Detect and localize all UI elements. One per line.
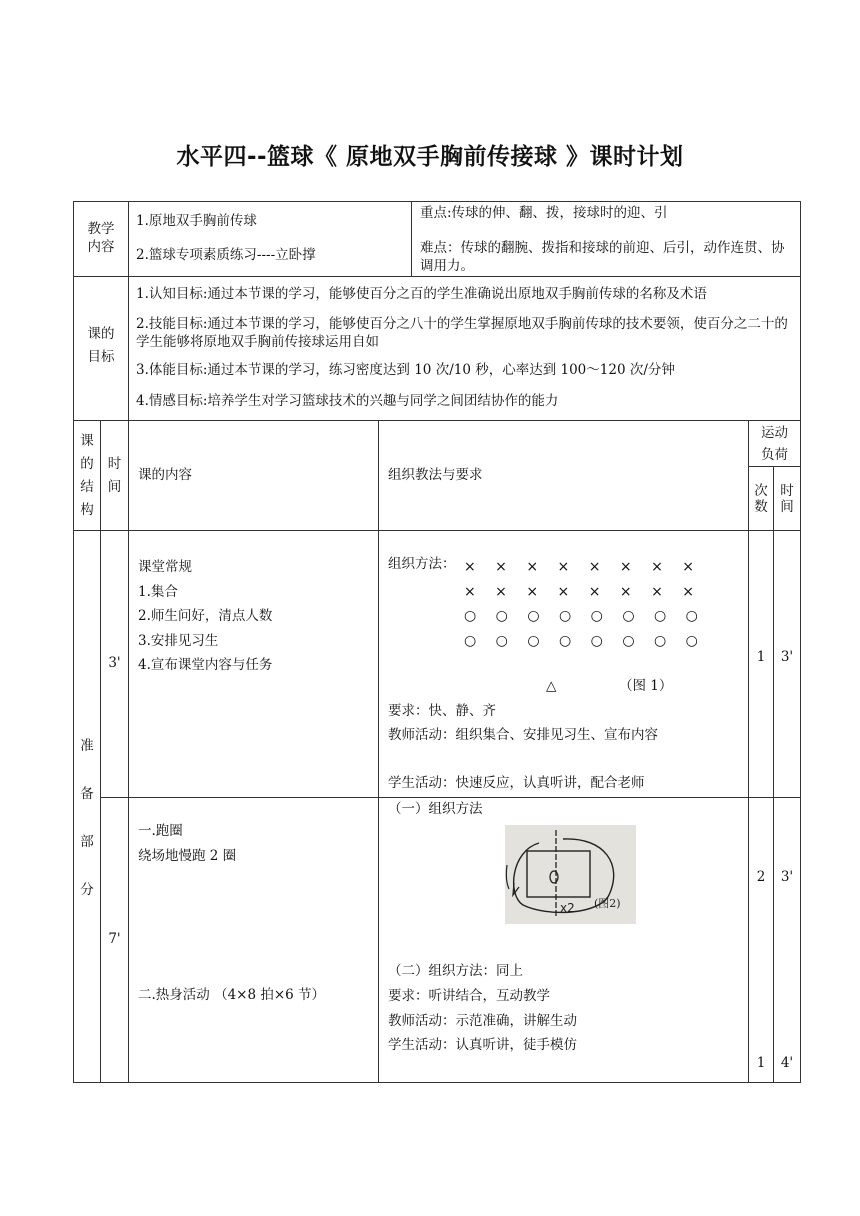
key-points: 重点:传球的伸、翻、拨，接球时的迎、引 <box>420 205 668 221</box>
run-desc: 绕场地慢跑 2 圈 <box>138 848 237 864</box>
row2-student-activity: 学生活动：认真听讲，徒手模仿 <box>388 1037 577 1053</box>
running-route-sketch <box>505 825 636 924</box>
goals-label: 课的目标 <box>87 326 115 365</box>
page-title: 水平四--篮球《 原地双手胸前传接球 》课时计划 <box>176 144 684 170</box>
header-count: 次 数 <box>754 483 768 515</box>
svg-text:x2: x2 <box>560 901 575 915</box>
figure1-label: （图 1） <box>619 678 673 694</box>
row2-duration-2: 4' <box>780 1055 794 1071</box>
row2-teacher-activity: 教师活动：示范准确，讲解生动 <box>388 1013 577 1029</box>
goal-4: 4.情感目标:培养学生对学习篮球技术的兴趣与同学之间团结协作的能力 <box>136 393 559 409</box>
svg-text:(图2): (图2) <box>594 897 621 910</box>
goal-3: 3.体能目标:通过本节课的学习，练习密度达到 10 次/10 秒，心率达到 100～120 次/分钟 <box>136 362 675 378</box>
row2-org1: （一）组织方法 <box>388 801 483 817</box>
row1-teacher-activity: 教师活动：组织集合、安排见习生、宣布内容 <box>388 727 658 743</box>
row2-count-2: 1 <box>756 1055 766 1071</box>
row1-count: 1 <box>756 649 766 665</box>
content-item-1: 1.原地双手胸前传球 <box>136 213 257 229</box>
row2-org2: （二）组织方法：同上 <box>388 963 523 979</box>
row2-duration-1: 3' <box>780 869 794 885</box>
row1-formation: × × × × × × × × × × × × × × × × ○ ○ ○ ○ ○ ○ ○ ○ ○ ○ ○ ○ ○ ○ ○ ○ <box>464 559 706 649</box>
row1-student-activity: 学生活动：快速反应，认真听讲，配合老师 <box>388 775 645 791</box>
header-organization: 组织教法与要求 <box>388 467 483 483</box>
content-item-2: 2.篮球专项素质练习----立卧撑 <box>136 247 316 263</box>
row1-content: 课堂常规 1.集合 2.师生问好，清点人数 3.安排见习生 4.宣布课堂内容与任务 <box>138 559 273 673</box>
header-structure: 课 的 结 构 <box>80 433 94 518</box>
header-lesson-content: 课的内容 <box>138 467 192 483</box>
row1-time: 3' <box>108 655 121 671</box>
row2-count-1: 2 <box>756 869 766 885</box>
track-sketch-icon <box>505 825 636 924</box>
row2-time: 7' <box>108 931 121 947</box>
goal-2: 2.技能目标:通过本节课的学习，能够使百分之八十的学生掌握原地双手胸前传球的技术要领，使百分之二十的学生能够将原地双手胸前传接球运用自如 <box>136 316 788 350</box>
header-time: 时 间 <box>107 456 122 495</box>
header-duration: 时 间 <box>780 483 794 515</box>
teacher-triangle-icon: △ <box>546 678 557 694</box>
section-label: 准 备 部 分 <box>80 738 94 898</box>
run-title: 一.跑圈 <box>138 823 183 839</box>
header-load: 运动负荷 <box>761 425 788 463</box>
row2-requirements: 要求：听讲结合，互动教学 <box>388 988 550 1004</box>
row1-duration: 3' <box>780 649 794 665</box>
goal-1: 1.认知目标:通过本节课的学习，能够使百分之百的学生准确说出原地双手胸前传球的名称及术语 <box>136 286 707 302</box>
row1-org-label: 组织方法： <box>388 556 456 572</box>
content-label: 教学内容 <box>87 221 115 255</box>
warmup-title: 二.热身活动 （4×8 拍×6 节） <box>138 987 326 1003</box>
difficult-points: 难点：传球的翻腕、拨指和接球的前迎、后引，动作连贯、协调用力。 <box>420 240 785 274</box>
row1-requirements: 要求：快、静、齐 <box>388 703 496 719</box>
